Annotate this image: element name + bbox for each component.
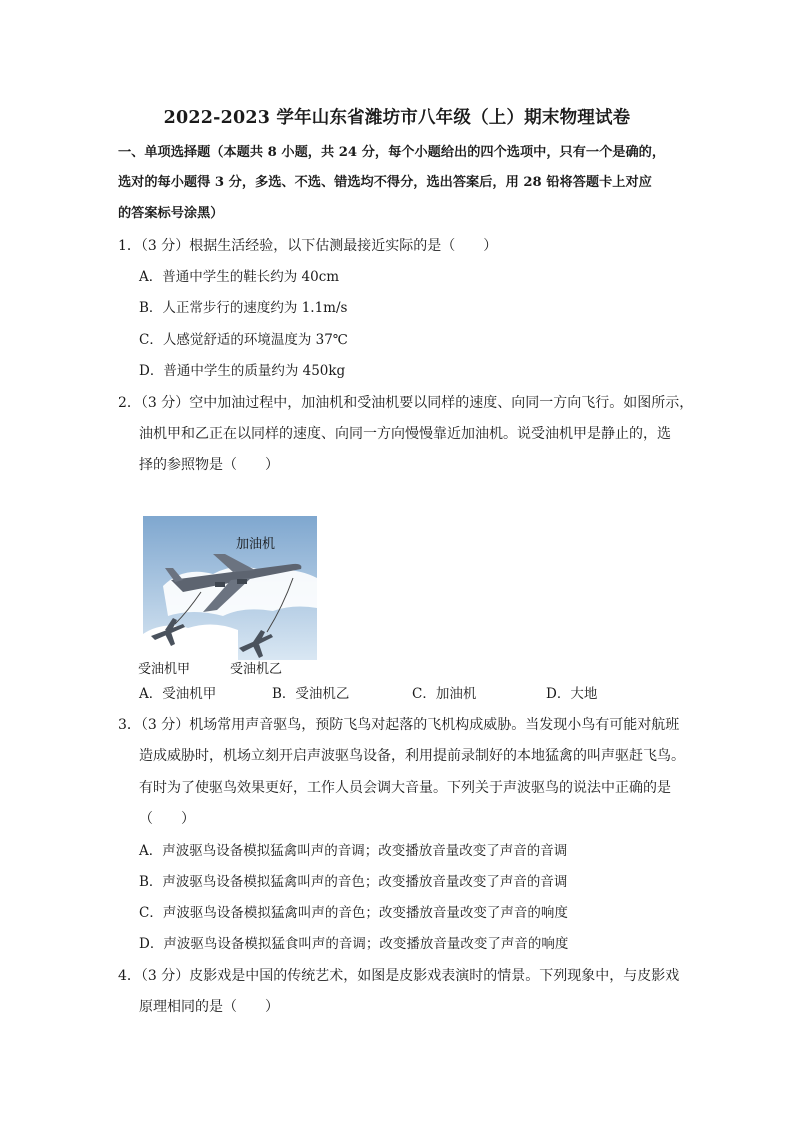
option-c: C．人感觉舒适的环境温度为 37℃ bbox=[139, 332, 348, 348]
option-b: B．人正常步行的速度约为 1.1m/s bbox=[139, 300, 348, 316]
section-header-line: 选对的每小题得 3 分，多选、不选、错选均不得分，选出答案后，用 28 铅将答题卡上对应 bbox=[118, 175, 652, 190]
option-a: A．声波驱鸟设备模拟猛禽叫声的音调；改变播放音量改变了声音的音调 bbox=[139, 843, 568, 859]
question-stem: 2．（3 分）空中加油过程中，加油机和受油机要以同样的速度、向同一方向飞行。如图所示， bbox=[118, 395, 694, 411]
option-c: C．声波驱鸟设备模拟猛禽叫声的音色；改变播放音量改变了声音的响度 bbox=[139, 905, 568, 921]
receiver-a-label: 受油机甲 bbox=[138, 662, 191, 677]
question-stem: 有时为了使驱鸟效果更好，工作人员会调大音量。下列关于声波驱鸟的说法中正确的是 bbox=[139, 780, 671, 796]
page-title: 2022-2023 学年山东省潍坊市八年级（上）期末物理试卷 bbox=[163, 108, 631, 128]
question-stem: 择的参照物是（ ） bbox=[139, 457, 279, 473]
question-stem: 原理相同的是（ ） bbox=[139, 999, 279, 1015]
question-stem: 3．（3 分）机场常用声音驱鸟，预防飞鸟对起落的飞机构成威胁。当发现小鸟有可能对航班 bbox=[118, 717, 680, 733]
question-stem: 4．（3 分）皮影戏是中国的传统艺术，如图是皮影戏表演时的情景。下列现象中，与皮影戏 bbox=[118, 968, 680, 984]
option-b: B．受油机乙 bbox=[272, 686, 350, 702]
option-b: B．声波驱鸟设备模拟猛禽叫声的音色；改变播放音量改变了声音的音调 bbox=[139, 874, 568, 890]
question-stem: 造成威胁时，机场立刻开启声波驱鸟设备，利用提前录制好的本地猛禽的叫声驱赶飞鸟。 bbox=[139, 748, 685, 764]
refueling-image bbox=[143, 516, 317, 660]
refueling-figure bbox=[143, 516, 317, 660]
question-stem: （ ） bbox=[139, 811, 195, 827]
option-d: D．声波驱鸟设备模拟猛食叫声的音调；改变播放音量改变了声音的响度 bbox=[139, 936, 569, 952]
option-d: D．普通中学生的质量约为 450kg bbox=[139, 363, 346, 379]
section-header-line: 一、单项选择题（本题共 8 小题，共 24 分，每个小题给出的四个选项中，只有一个是确的， bbox=[118, 145, 666, 160]
receiver-b-label: 受油机乙 bbox=[230, 662, 283, 677]
option-a: A．受油机甲 bbox=[139, 686, 217, 702]
tanker-label: 加油机 bbox=[236, 537, 276, 552]
option-c: C．加油机 bbox=[412, 686, 477, 702]
option-d: D．大地 bbox=[546, 686, 598, 702]
question-stem: 油机甲和乙正在以同样的速度、向同一方向慢慢靠近加油机。说受油机甲是静止的，选 bbox=[139, 426, 671, 442]
section-header-line: 的答案标号涂黑） bbox=[118, 206, 224, 221]
option-a: A．普通中学生的鞋长约为 40cm bbox=[139, 269, 340, 285]
question-stem: 1．（3 分）根据生活经验，以下估测最接近实际的是（ ） bbox=[118, 238, 498, 254]
